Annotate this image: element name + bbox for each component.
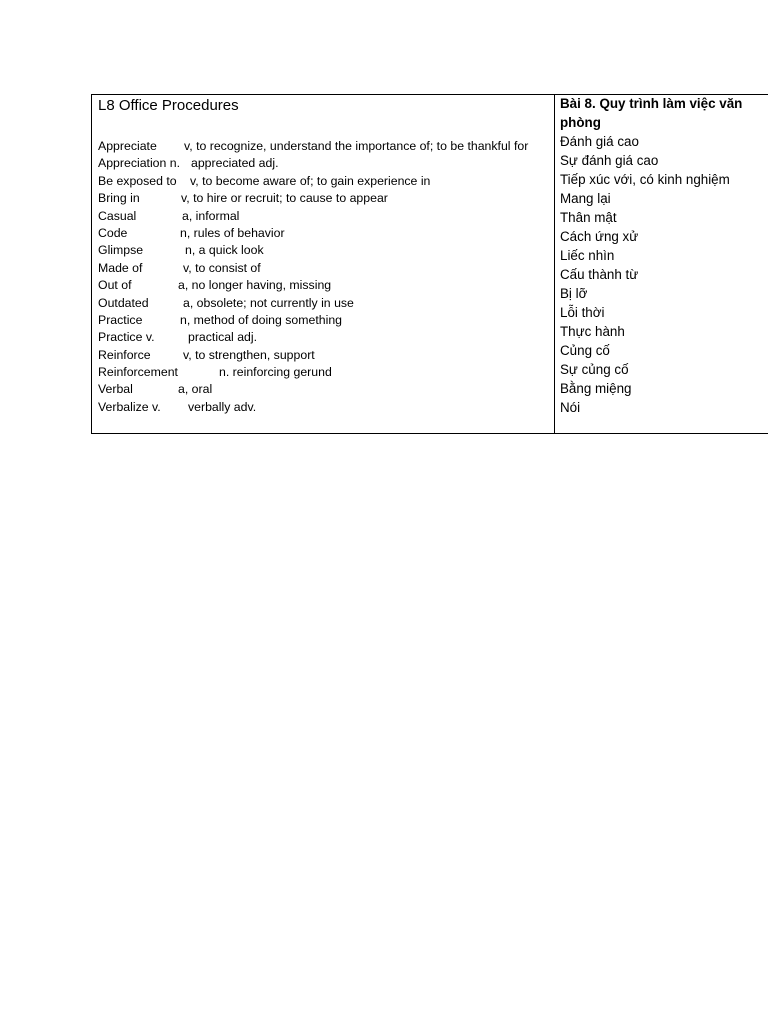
vocab-definition: a, oral	[178, 382, 213, 397]
translation-item: Cách ứng xử	[560, 229, 639, 244]
vocab-term: Be exposed to	[98, 173, 177, 188]
vocab-term: Practice	[98, 312, 143, 327]
vocab-definition: n. reinforcing gerund	[219, 365, 332, 380]
vocab-definition: a, informal	[182, 208, 240, 223]
vocab-term: Verbal	[98, 382, 133, 397]
translation-item: Thân mật	[560, 210, 617, 225]
vocab-definition: v, to strengthen, support	[183, 347, 315, 362]
vocab-definition: appreciated adj.	[191, 156, 279, 171]
translation-title: Bài 8. Quy trình làm việc văn phòng	[560, 96, 743, 130]
vocab-term: Reinforcement	[98, 365, 178, 380]
translation-item: Lỗi thời	[560, 305, 605, 320]
translation-item: Cấu thành từ	[560, 267, 639, 282]
vocab-term: Made of	[98, 260, 143, 275]
vocab-term: Code	[98, 225, 128, 240]
translation-item: Mang lại	[560, 191, 611, 206]
vocab-definition: v, to consist of	[183, 260, 261, 275]
translation-item: Tiếp xúc với, có kinh nghiệm	[560, 172, 730, 187]
vocabulary-table	[91, 94, 768, 434]
vocab-term: Outdated	[98, 295, 149, 310]
column-divider	[554, 95, 555, 433]
translation-item: Liếc nhìn	[560, 248, 615, 263]
translation-item: Sự củng cố	[560, 362, 629, 377]
vocab-definition: v, to hire or recruit; to cause to appear	[181, 191, 388, 206]
vocab-term: Appreciate	[98, 139, 157, 153]
vocab-term: Casual	[98, 208, 137, 223]
vocab-definition: v, to recognize, understand the importance of; to be thankful for	[184, 139, 529, 153]
vocab-definition: a, obsolete; not currently in use	[183, 295, 354, 310]
vocab-term: Practice v.	[98, 330, 155, 345]
vocab-term: Out of	[98, 278, 132, 293]
vocab-definition: n, a quick look	[185, 243, 264, 258]
vocab-term: Glimpse	[98, 243, 144, 258]
lesson-title: L8 Office Procedures	[98, 97, 239, 114]
vocab-definition: n, rules of behavior	[180, 225, 285, 240]
translation-item: Củng cố	[560, 343, 610, 358]
vocab-definition: v, to become aware of; to gain experience in	[190, 173, 431, 188]
vocab-definition: verbally adv.	[188, 399, 257, 414]
vocab-term: Bring in	[98, 191, 140, 206]
translation-list	[560, 132, 730, 417]
vocab-definition: a, no longer having, missing	[178, 278, 332, 293]
translation-item: Nói	[560, 400, 581, 415]
translation-item: Bị lỡ	[560, 286, 588, 301]
vocab-term: Verbalize v.	[98, 399, 161, 414]
vocab-definition: practical adj.	[188, 330, 258, 345]
translation-item: Sự đánh giá cao	[560, 153, 659, 168]
translation-item: Đánh giá cao	[560, 134, 639, 149]
translation-item: Thực hành	[560, 324, 625, 339]
vocab-term: Reinforce	[98, 347, 151, 362]
vocab-term: Appreciation n.	[98, 156, 181, 171]
translation-item: Bằng miệng	[560, 381, 632, 396]
vocab-definition: n, method of doing something	[180, 312, 343, 327]
